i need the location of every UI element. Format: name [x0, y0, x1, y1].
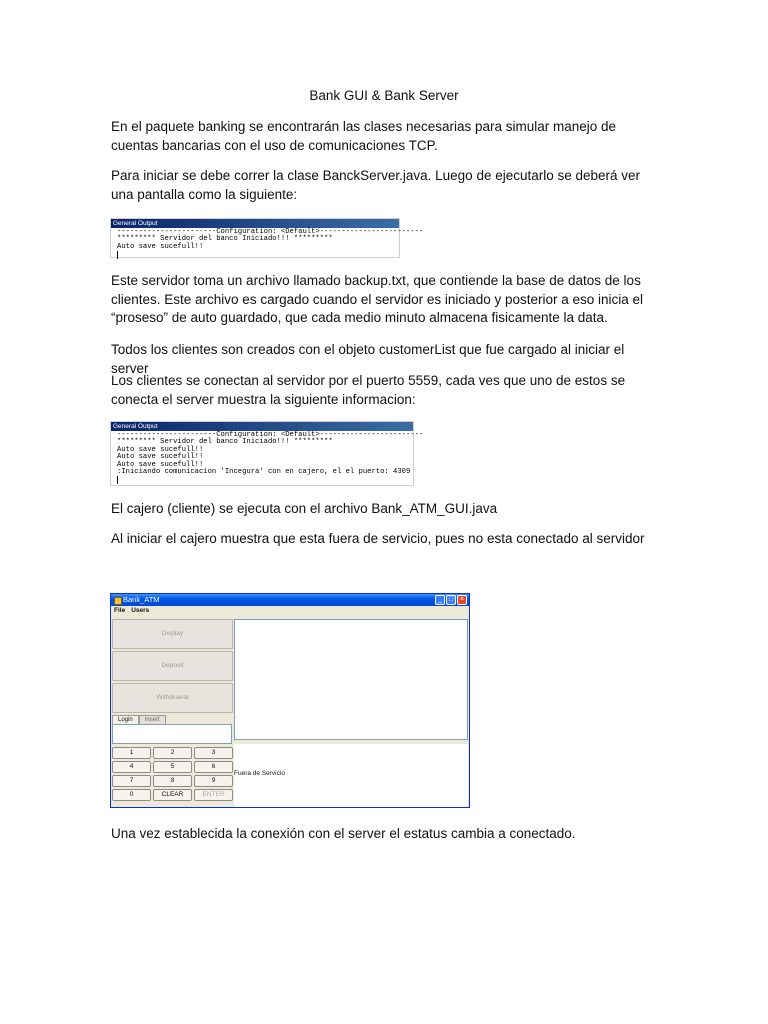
minimize-icon[interactable]: _: [435, 595, 445, 605]
server-connection-screenshot: [110, 421, 424, 486]
key-0[interactable]: 0: [112, 789, 151, 801]
tab-login[interactable]: Login: [112, 715, 139, 724]
enter-button[interactable]: ENTER: [194, 789, 233, 801]
java-app-icon: [114, 597, 122, 605]
console-line: Auto save sucefull!!: [117, 460, 204, 469]
console-line: -----------------------Configuration: <Default>------------------------: [117, 431, 424, 439]
atm-left-panel: [112, 619, 233, 801]
paragraph-atm-file: El cajero (cliente) se ejecuta con el archivo Bank_ATM_GUI.java: [111, 501, 498, 516]
key-2[interactable]: 2: [153, 747, 192, 759]
console-text: [111, 431, 424, 484]
atm-display-area: [234, 619, 468, 740]
key-8[interactable]: 8: [153, 775, 192, 787]
paragraph-customers: Todos los clientes son creados con el objeto customerList que fue cargado al iniciar el server: [111, 342, 625, 376]
atm-window-title: Bank_ATM: [123, 595, 160, 604]
key-7[interactable]: 7: [112, 775, 151, 787]
paragraph-run-server: Para iniciar se debe correr la clase BanckServer.java. Luego de ejecutarlo se deberá ver una pantalla como la siguiente:: [111, 168, 641, 202]
tab-insert[interactable]: Insert: [139, 715, 166, 724]
server-output-screenshot: [110, 218, 424, 258]
paragraph-out-of-service: Al iniciar el cajero muestra que esta fuera de servicio, pues no esta conectado al servidor: [111, 531, 645, 546]
text-cursor: [117, 251, 118, 259]
console-line: ********* Servidor del banco Iniciado!!! *********: [117, 438, 333, 447]
login-input[interactable]: [112, 724, 232, 744]
console-line: Auto save sucefull!!: [117, 445, 204, 454]
console-titlebar: General Output: [111, 422, 413, 431]
withdrawal-button[interactable]: Withdrawal: [112, 683, 233, 713]
menu-file[interactable]: File: [114, 607, 126, 614]
console-line: Auto save sucefull!!: [117, 453, 204, 462]
key-3[interactable]: 3: [194, 747, 233, 759]
paragraph-connected: Una vez establecida la conexión con el server el estatus cambia a conectado.: [111, 826, 576, 841]
status-label: Fuera de Servicio: [234, 770, 285, 777]
paragraph-intro: En el paquete banking se encontrarán las clases necesarias para simular manejo de cuentas bancarias con el uso de comunicaciones TCP.: [111, 119, 617, 153]
paragraph-backup: Este servidor toma un archivo llamado backup.txt, que contiende la base de datos de los clientes. Este archivo es cargado cuando el servidor es iniciado y posterior a eso inicia el “proseso” de auto guardado, que cada medio minuto almacena fisicamente la data.: [111, 273, 644, 326]
text-cursor: [117, 476, 118, 484]
close-icon[interactable]: ×: [457, 595, 467, 605]
menu-users[interactable]: Users: [131, 607, 150, 614]
console-line: ********* Servidor del banco Iniciado!!! *********: [117, 235, 333, 244]
atm-window-screenshot: [110, 593, 470, 808]
console-titlebar: General Output: [111, 219, 399, 228]
key-1[interactable]: 1: [112, 747, 151, 759]
atm-status-panel: [234, 744, 468, 807]
atm-menubar: [111, 606, 469, 616]
key-4[interactable]: 4: [112, 761, 151, 773]
atm-tabs: [112, 715, 233, 724]
console-line: :Iniciando comunicacion 'Incegura' con en cajero, el el puerto: 4309: [117, 468, 411, 477]
display-button[interactable]: Display: [112, 619, 233, 649]
key-9[interactable]: 9: [194, 775, 233, 787]
console-line: -----------------------Configuration: <Default>------------------------: [117, 228, 424, 236]
atm-titlebar: [111, 594, 469, 606]
console-text: [111, 228, 424, 259]
console-line: Auto save sucefull!!: [117, 242, 204, 251]
atm-keypad: [112, 747, 233, 801]
key-5[interactable]: 5: [153, 761, 192, 773]
key-6[interactable]: 6: [194, 761, 233, 773]
page-title: Bank GUI & Bank Server: [309, 88, 459, 103]
maximize-icon[interactable]: □: [446, 595, 456, 605]
clear-button[interactable]: CLEAR: [153, 789, 192, 801]
deposit-button[interactable]: Deposit: [112, 651, 233, 681]
paragraph-port: Los clientes se conectan al servidor por el puerto 5559, cada ves que uno de estos se conecta el server muestra la siguiente informacion:: [111, 373, 626, 407]
